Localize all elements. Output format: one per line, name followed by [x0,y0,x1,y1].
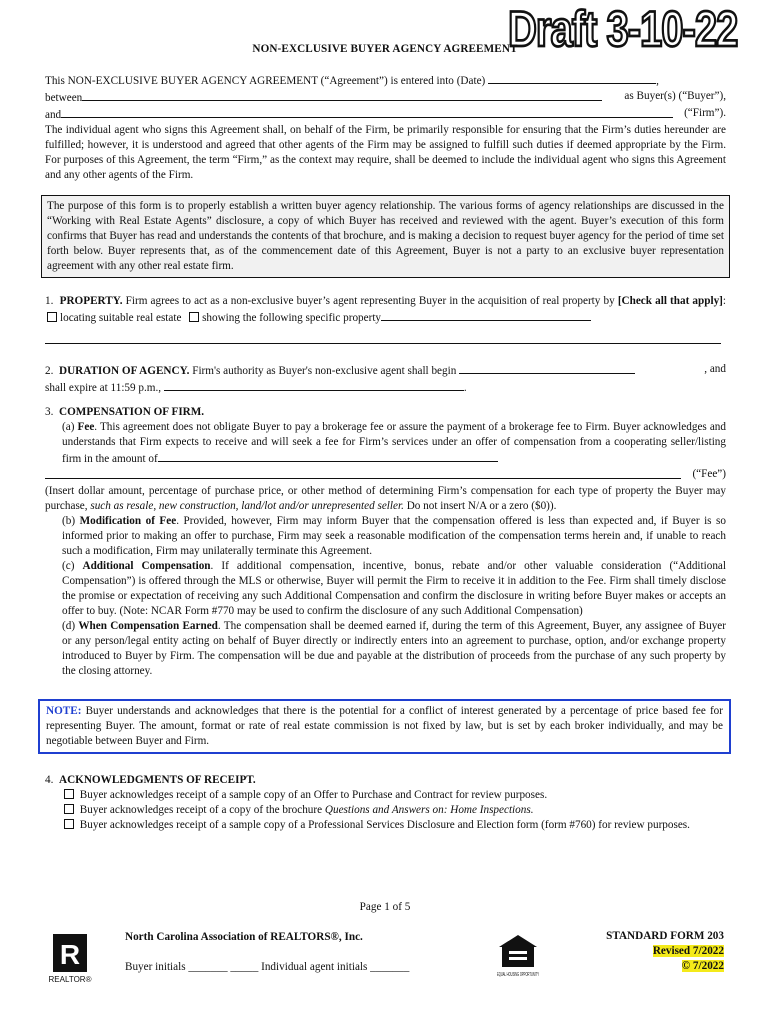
duration-heading: DURATION OF AGENCY. [58,365,190,377]
property-heading: PROPERTY. [59,295,123,307]
and-label: and [45,109,62,121]
specific-property-field[interactable] [381,309,591,321]
locating-label: locating suitable real estate [60,312,182,324]
ack-item-offer [45,788,726,803]
intro-line-date [45,72,726,89]
purpose-box: The purpose of this form is to properly establish a written buyer agency relationship. The various forms of agency relationships are discussed in the “Working with Real Estate Agents” disclosure, a copy of which Buyer has received and reviewed with the agent. Buyer’s execution of this form confirms that Buyer has read and understands the contents of that brochure, and is making a decision to request buyer agency for the period of time set forth below. Buyer represents that, as of the commencement date of this Agreement, Buyer is not a party to an exclusive buyer representation agreement with any other real estate firm. [41,195,730,278]
ack-brochure-title: Questions and Answers on: Home Inspections. [324,804,534,816]
initials-line: Buyer initials _______ _____ Individual agent initials _______ [125,961,410,973]
additional-comp-paragraph [45,559,726,619]
realtor-logo-letter: R [59,939,81,970]
property-text [45,294,726,326]
expire-period: . [463,382,467,394]
fee-paragraph [45,420,726,467]
ack-item-services [45,818,726,833]
document-title: NON-EXCLUSIVE BUYER AGENCY AGREEMENT [252,43,518,55]
realtor-logo [49,934,91,984]
locating-checkbox[interactable] [47,312,57,322]
insert-note-end: Do not insert N/A or a zero ($0)). [406,500,557,512]
specific-property-label: showing the following specific property [202,312,382,324]
comp-earned-paragraph [45,619,726,679]
duration-and: , and [704,363,726,375]
section-duration [45,362,726,396]
ack-number: 4. [45,774,54,786]
insert-note-italic: such as resale, new construction, land/lot and/or unrepresented seller. [90,500,404,512]
intro-line1-text: This NON-EXCLUSIVE BUYER AGENCY AGREEMENT (“Agreement”) is entered into (Date) [45,75,486,87]
modification-heading: Modification of Fee [79,515,177,527]
compensation-heading-line [45,405,726,420]
check-all-label: [Check all that apply] [617,295,723,307]
firm-name-field[interactable] [61,106,673,118]
property-number: 1. [45,295,54,307]
equal-housing-logo [496,933,540,985]
ack-brochure-text: Buyer acknowledges receipt of a copy of the brochure [79,804,323,816]
duration-number: 2. [45,365,54,377]
fee-amount-field-2[interactable] [45,467,681,479]
note-label: NOTE: [46,705,82,717]
section-compensation [45,405,726,679]
begin-date-field[interactable] [459,362,635,374]
section-acknowledgments [45,773,726,833]
intro-line-buyer [45,89,726,106]
duration-body: Firm's authority as Buyer's non-exclusive agent shall begin [192,365,457,377]
copyright-label: © 7/2022 [681,960,724,972]
fee-label: (a) [62,421,75,433]
section-property [45,294,726,349]
modification-label: (b) [62,515,76,527]
ncar-name: North Carolina Association of REALTORS®, Inc. [125,931,363,943]
intro-line1-end: , [656,75,659,87]
ack-services-text: Buyer acknowledges receipt of a sample copy of a Professional Services Disclosure and Election form (form #760) for review purposes. [79,819,690,831]
comp-earned-label: (d) [62,620,76,632]
fee-amount-field[interactable] [158,450,498,462]
between-label: between [45,92,83,104]
ack-item-brochure [45,803,726,818]
intro-line-firm [45,106,726,123]
specific-property-checkbox[interactable] [189,312,199,322]
comp-earned-heading: When Compensation Earned [78,620,218,632]
additional-comp-body: . If additional compensation, incentive, bonus, rebate and/or other valuable consideration (“Additional Compensation”) is offered through the MLS or otherwise, Buyer will permit the Firm to receive it in addition to the Fee. Firm shall timely disclose the promise or expectation of receiving any such Additional Compensation and confirm the disclosure in writing before Buyer makes or accepts an offer to buy. (Note: NCAR Form #770 may be used to confirm the disclosure of any such Additional Compensation) [62,560,726,617]
modification-paragraph [45,514,726,559]
ack-offer-text: Buyer acknowledges receipt of a sample copy of an Offer to Purchase and Contract for review purposes. [79,789,548,801]
intro-section [45,72,726,183]
insert-note-text: (Insert dollar amount, percentage of purchase price, or other method of determining Firm’s compensation for each type of property the Buyer may purchase, [45,485,726,512]
expire-date-field[interactable] [164,379,464,391]
realtor-logo-text: REALTOR® [48,975,92,984]
ack-brochure-checkbox[interactable] [64,804,74,814]
ack-heading-line [45,773,726,788]
additional-comp-label: (c) [62,560,75,572]
firm-suffix: (“Firm”). [684,107,726,119]
revised-label: Revised 7/2022 [652,945,724,957]
equal-housing-text: EQUAL HOUSING OPPORTUNITY [497,972,540,978]
ack-heading: ACKNOWLEDGMENTS OF RECEIPT. [58,774,256,786]
property-colon: : [722,295,727,307]
page-number: Page 1 of 5 [359,901,411,913]
form-info [606,929,724,974]
fee-line2 [45,467,726,484]
note-box [38,699,731,754]
buyer-name-field[interactable] [82,89,602,101]
intro-body: The individual agent who signs this Agreement shall, on behalf of the Firm, be primarily responsible for ensuring that the Firm’s duties hereunder are fulfilled; however, it is understood and agreed that other agents of the Firm may be assigned to fulfill such duties if deemed appropriate by the Firm. For purposes of this Agreement, the term “Firm,” as the context may require, shall be deemed to include the individual agent who signs this Agreement and any other agents of the Firm. [45,124,726,181]
draft-watermark: Draft 3-10-22 [508,2,738,57]
duration-line2 [45,379,726,396]
fee-body: . This agreement does not obligate Buyer to pay a brokerage fee or assure the payment of a brokerage fee to Firm. Buyer acknowledges and understands that Firm expects to receive and will seek a fee for Firm’s services under an offer of compensation from a cooperating seller/listing firm in the amount of [62,421,726,465]
fee-suffix: (“Fee”) [692,468,726,480]
standard-form-label: STANDARD FORM 203 [606,930,724,942]
fee-insert-note [45,484,726,514]
ack-services-checkbox[interactable] [64,819,74,829]
buyer-suffix: as Buyer(s) (“Buyer”), [624,90,726,102]
expire-label: shall expire at 11:59 p.m., [45,382,162,394]
equal-housing-icon [496,933,540,985]
compensation-heading: COMPENSATION OF FIRM. [58,406,205,418]
ack-offer-checkbox[interactable] [64,789,74,799]
note-text: Buyer understands and acknowledges that there is the potential for a conflict of interest generated by a percentage of price based fee for representing Buyer. The amount, format or rate of real estate commission is not fixed by law, but is set by each broker individually, and may be negotiable between Buyer and Firm. [46,705,723,747]
compensation-number: 3. [45,406,54,418]
property-body: Firm agrees to act as a non-exclusive buyer’s agent representing Buyer in the acquisition of real property by [125,295,615,307]
additional-comp-heading: Additional Compensation [82,560,211,572]
date-field[interactable] [488,72,656,84]
duration-line1 [45,362,726,379]
specific-property-field-2[interactable] [45,332,721,344]
fee-heading: Fee [77,421,95,433]
realtor-logo-icon [49,934,91,984]
comp-earned-body: . The compensation shall be deemed earned if, during the term of this Agreement, Buyer, any assignee of Buyer or any person/legal entity acting on behalf of Buyer directly or indirectly enters into an agreement to purchase, option, and/or exchange property introduced to Buyer by Firm. The compensation will be due and payable at the distribution of proceeds from the purchase of any such property by the closing attorney. [62,620,727,677]
modification-body: . Provided, however, Firm may inform Buyer that the compensation offered is less than expected and, if Buyer is so informed prior to making an offer to purchase, Firm may seek a reasonable modification of the compensation terms herein and, if unable to reach such a modification, Firm may unilaterally terminate this Agreement. [62,515,726,557]
